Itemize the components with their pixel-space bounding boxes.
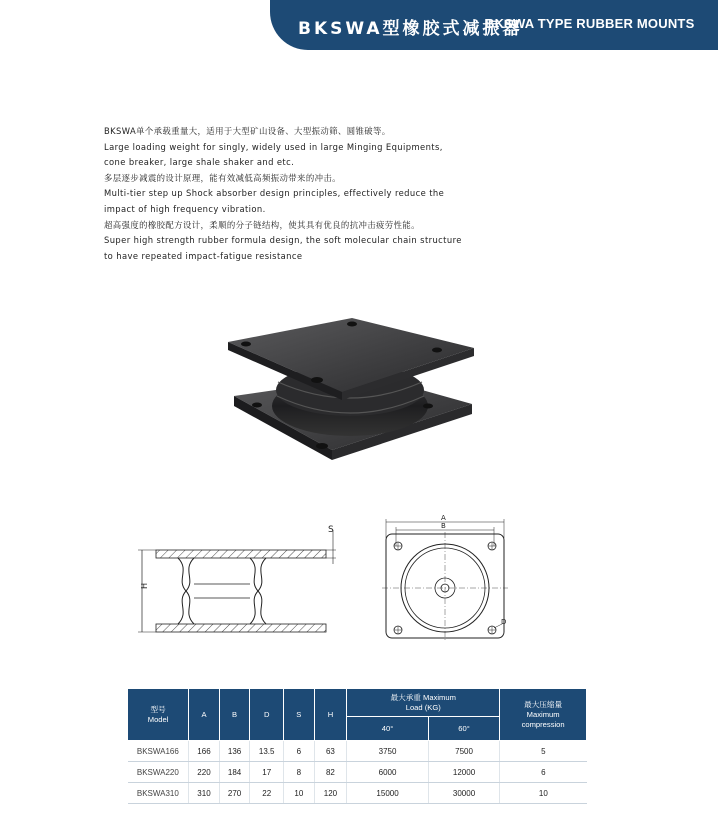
dimension-label-b: B (441, 522, 446, 530)
header-d: D (250, 689, 284, 741)
cell-a: 166 (189, 741, 220, 762)
cell-compression: 10 (500, 783, 587, 804)
header-h: H (314, 689, 347, 741)
cell-b: 184 (219, 762, 250, 783)
cell-compression: 5 (500, 741, 587, 762)
cell-compression: 6 (500, 762, 587, 783)
header-compression-line2: Maximum (526, 709, 560, 719)
header-load-40: 40° (347, 717, 429, 741)
cell-d: 13.5 (250, 741, 284, 762)
dimension-label-h: H (140, 582, 149, 589)
cell-model: BKSWA220 (128, 762, 189, 783)
dimension-label-s: S (328, 525, 334, 535)
cell-load-60: 7500 (428, 741, 499, 762)
description-line: BKSWA单个承载重量大，适用于大型矿山设备、大型振动筛、圆锥破等。 (104, 126, 391, 136)
header-banner (270, 0, 718, 50)
cell-load-40: 15000 (347, 783, 429, 804)
header-a: A (189, 689, 220, 741)
description-line: cone breaker, large shale shaker and etc. (104, 157, 295, 168)
description-line: to have repeated impact-fatigue resistance (104, 250, 303, 261)
description-line: Multi-tier step up Shock absorber design principles, effectively reduce the (104, 188, 445, 199)
cell-d: 22 (250, 783, 284, 804)
cell-load-40: 6000 (347, 762, 429, 783)
table-row (128, 741, 587, 762)
header-load-60: 60° (428, 717, 499, 741)
table-row (128, 783, 587, 804)
header-title-en: BKSWA TYPE RUBBER MOUNTS (485, 16, 695, 31)
description-line: 多层逐步减震的设计原理，能有效减低高频振动带来的冲击。 (104, 172, 341, 183)
cell-h: 82 (314, 762, 347, 783)
product-description (104, 124, 484, 264)
cell-h: 120 (314, 783, 347, 804)
header-model-cn: 型号 (150, 704, 166, 714)
cell-h: 63 (314, 741, 347, 762)
product-photo (222, 300, 486, 476)
spec-table (127, 688, 587, 804)
header-max-load-line1: 最大承重 Maximum (390, 692, 456, 702)
cell-b: 270 (219, 783, 250, 804)
cell-a: 310 (189, 783, 220, 804)
cell-load-60: 30000 (428, 783, 499, 804)
cell-model: BKSWA310 (128, 783, 189, 804)
cell-s: 6 (284, 741, 315, 762)
description-line: Large loading weight for singly, widely used in large Minging Equipments, (104, 141, 443, 152)
cell-d: 17 (250, 762, 284, 783)
dimension-label-a: A (441, 514, 446, 522)
description-line: 超高强度的橡胶配方设计，柔顺的分子链结构，使其具有优良的抗冲击疲劳性能。 (104, 219, 420, 230)
cell-load-40: 3750 (347, 741, 429, 762)
header-max-load-line2: Load (KG) (405, 702, 441, 712)
header-model-en: Model (147, 714, 169, 724)
side-section-drawing (130, 520, 345, 640)
dimension-label-d: D (501, 618, 507, 626)
header-max-load (347, 689, 500, 717)
description-line: Super high strength rubber formula design, the soft molecular chain structure (104, 235, 462, 246)
cell-s: 10 (284, 783, 315, 804)
header-compression-line3: compression (521, 719, 565, 729)
cell-a: 220 (189, 762, 220, 783)
header-max-compression (500, 689, 587, 741)
cell-s: 8 (284, 762, 315, 783)
description-line: impact of high frequency vibration. (104, 203, 266, 214)
table-row (128, 762, 587, 783)
header-b: B (219, 689, 250, 741)
cell-model: BKSWA166 (128, 741, 189, 762)
header-model (128, 689, 189, 741)
cell-load-60: 12000 (428, 762, 499, 783)
cell-b: 136 (219, 741, 250, 762)
top-view-drawing (378, 512, 512, 642)
header-title-cn: BKSWA型橡胶式减振器 (298, 19, 523, 39)
header-compression-line1: 最大压缩量 (524, 699, 563, 709)
header-s: S (284, 689, 315, 741)
